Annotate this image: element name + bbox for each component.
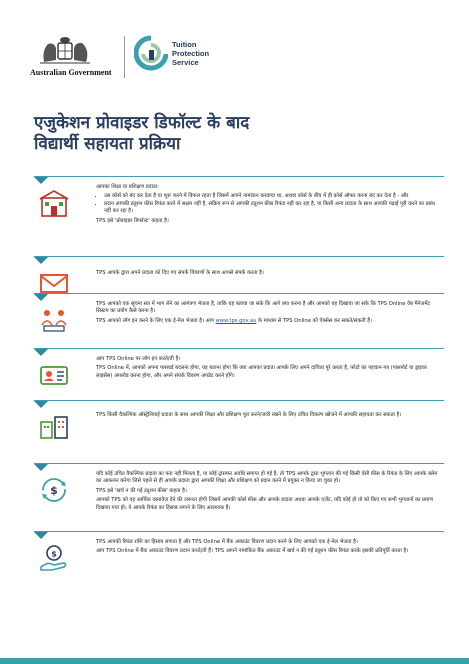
step-text: यदि कोई उचित वैकल्पिक प्रदाता का पता नहीं मिलता है, या कोई ट्रांसफर अवधि समाप्त हो गई है, तो TPS आपके द्वारा भुगतान की गई किसी ऐसी फ़ीस के रिफंड के लिए आपके क्लेम का आकलन करेगा जिसे पहले से ही आपके प्रदाता द्वारा आपकी शिक्षा और प्रशिक्षण को प्रदान करने में प्रयुक्त न किया जा चुका हो। — [96, 471, 438, 485]
list-item: • प्रदान आपकी ट्यूशन फ़ीस रिफंड करने में सक्षम नहीं है, सक्रिय रूप से आपकी ट्यूशन फ़ीस रिफंड नहीं कर रहा है, या किसी अन्य प्रदाता के साथ आपकी पढ़ाई पूरी करने का प्रबंध नहीं कर रहा है। — [104, 201, 442, 216]
section-marker-icon — [34, 294, 48, 301]
people-meeting-icon — [38, 305, 70, 335]
step-text: TPS आपकी रिफंड राशि का हिसाब लगाता है और TPS Online में बैंक अकाउंट विवरण प्रदान करने के लिए आपको एक ई-मेल भेजता है। — [96, 539, 358, 545]
section-marker-icon — [34, 349, 48, 356]
step-text: TPS आपके द्वारा अपने प्रदाता को दिए गए संपर्क विवरणों के साथ आपसे संपर्क करता है। — [96, 270, 264, 276]
section-rule — [34, 256, 444, 257]
page-header — [0, 0, 469, 90]
tps-name-line1: Tuition — [172, 40, 197, 49]
step-detail-text: आप TPS Online में बैंक अकाउंट विवरण प्रदान करते/ती हैं। TPS आपने नामांकित बैंक अकाउंट में खर्च न की गई ट्यूशन फ़ीस रिफंड करके इसकी प्रतिपूर्ति करता है। — [96, 548, 409, 555]
step-tps-online-login — [34, 348, 444, 404]
government-name: Australian Government — [30, 68, 112, 77]
school-building-icon — [38, 188, 70, 218]
section-text — [96, 184, 442, 227]
condition-list — [96, 193, 442, 215]
title-line2: विद्यार्थी सहायता प्रक्रिया — [34, 134, 181, 154]
step-text: TPS किसी वैकल्पिक ऑस्ट्रेलियाई प्रदाता के साथ आपकी शिक्षा और प्रशिक्षण पूरा करने/जारी रखने के लिए उचित विकल्प खोजने में आपकी सहायता कर सकता है। — [96, 412, 402, 418]
step-refund-payment — [34, 531, 444, 589]
svg-text:$: $ — [50, 484, 58, 497]
documents-text: आपको TPS को वह आर्थिक दस्तावेज़ देने की ज़रूरत होगी जिसमें आपकी कोर्स फ़ीस और आपके प्रदाता अथवा आपके एजेंट, यदि कोई हो तो को किए गए सभी भुगतानों का प्रमाण दिखाया गया हो। ये आपके रिफंड का हिसाब लगाने के लिए आवश्यक हैं। — [96, 497, 434, 511]
step-information-session — [34, 293, 444, 349]
section-rule — [34, 463, 444, 464]
tps-website-link[interactable]: www.tps.gov.au — [215, 317, 257, 324]
section-marker-icon — [34, 257, 48, 264]
section-rule — [34, 293, 444, 294]
section-marker-icon — [34, 532, 48, 539]
tps-brand-name — [172, 40, 209, 67]
note-text: TPS इसे 'प्रोवाइडर डिफॉल्ट' कहता है। — [96, 217, 169, 224]
section-text — [96, 301, 442, 327]
definition-text: TPS इसे 'खर्च न की गई ट्यूशन फ़ीस' कहता है। — [96, 487, 187, 494]
section-marker-icon — [34, 177, 48, 184]
step-text: TPS आपको एक सूचना सत्र में भाग लेने का आमंत्रण भेजता है, ताकि यह बताया जा सके कि आगे क्या करना है और आपको यह दिखाया जा सके कि TPS Online वेब मैनेजमेंट सिस्टम का प्रयोग कैसे करना है। — [96, 301, 431, 315]
tps-logo-icon — [134, 35, 168, 73]
list-item: • उस कोर्स को बंद कर देता है या शुरू करने में विफल रहता है जिसमें आपने नामांकन करवाया था, अथवा कोर्स के बीच में ही कोर्स ऑफर करना बंद कर देता है - और — [104, 193, 442, 200]
page-title — [34, 113, 454, 155]
svg-text:$: $ — [51, 549, 57, 559]
section-rule — [34, 176, 444, 177]
intro-text: आपका शिक्षा या प्रशिक्षण प्रदाता: — [96, 184, 159, 190]
dollar-cycle-icon — [38, 475, 70, 505]
id-card-icon — [38, 360, 70, 390]
tps-name-line2: Protection — [172, 49, 210, 58]
section-text — [96, 356, 442, 382]
section-marker-icon — [34, 464, 48, 471]
section-rule — [34, 348, 444, 349]
buildings-icon — [38, 412, 70, 442]
login-text-before: TPS आपको लॉग इन करने के लिए एक ई-मेल भेजता है। आप — [96, 317, 216, 324]
login-text-after: के माध्यम से TPS Online को ऐक्सेस कर सकते/सकती हैं। — [256, 317, 372, 324]
title-line1: एजुकेशन प्रोवाइडर डिफॉल्ट के बाद — [34, 113, 250, 133]
section-rule — [34, 531, 444, 532]
section-marker-icon — [34, 401, 48, 408]
step-contact — [34, 256, 444, 298]
step-refund-assessment — [34, 463, 444, 533]
coat-of-arms-icon — [34, 34, 96, 66]
section-text — [96, 270, 442, 279]
step-alternative-provider — [34, 400, 444, 452]
section-text — [96, 412, 442, 421]
step-detail-text: TPS Online में, आपको अपना पासवर्ड बदलना होगा, यह बताना होगा कि क्या आपका प्रदाता आपके लिए अपने दायित्व पूरे करता है, फोटो का पहचान-पत्र (पासपोर्ट या ड्राइवर लाइसेंस) अपलोड करना होगा, और अपने संपर्क विवरण अपडेट करने होंगे। — [96, 365, 427, 379]
section-rule — [34, 400, 444, 401]
section-text — [96, 539, 442, 558]
step-text: आप TPS Online पर लॉग इन करते/ती हैं। — [96, 356, 181, 362]
login-text — [96, 318, 442, 325]
footer-bar — [0, 658, 469, 664]
hand-coin-icon — [38, 543, 70, 573]
header-divider — [124, 36, 125, 78]
step-provider-default — [34, 176, 444, 246]
section-text — [96, 471, 442, 514]
tps-name-line3: Service — [172, 58, 199, 67]
